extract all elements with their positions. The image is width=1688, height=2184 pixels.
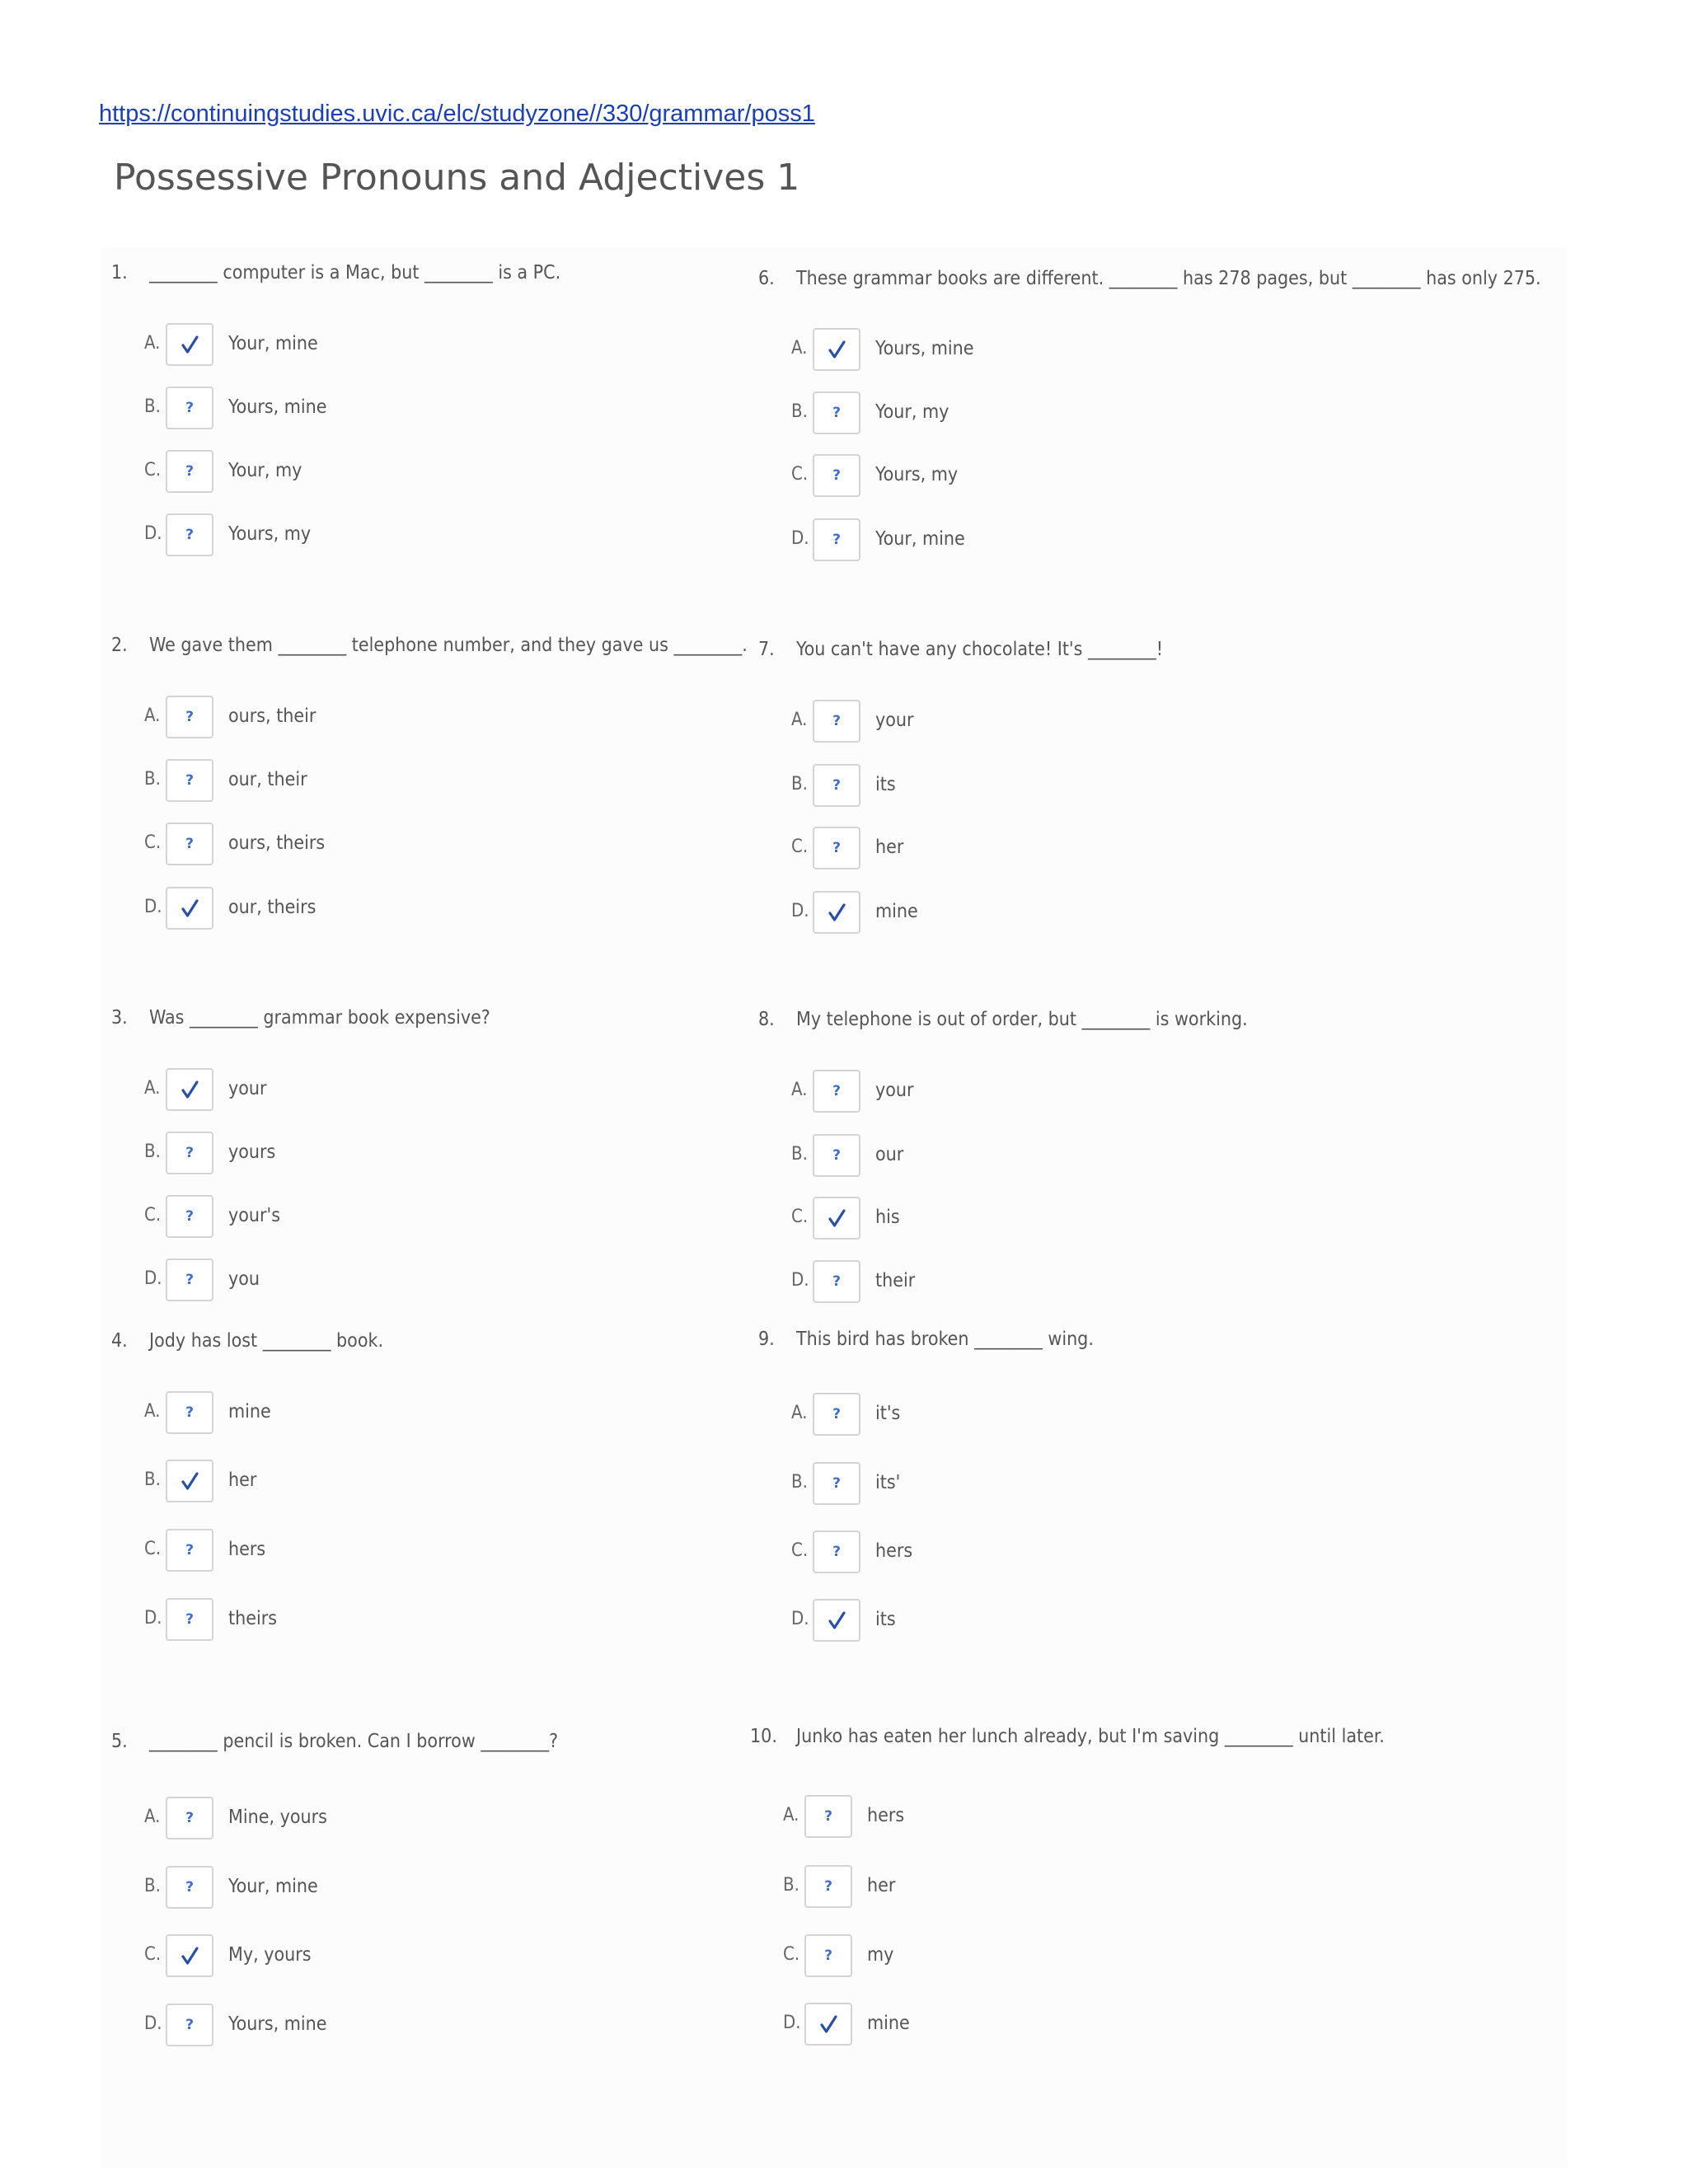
check-icon: [179, 334, 200, 355]
question-icon: ?: [185, 1810, 194, 1826]
answer-checkbox[interactable]: [166, 1529, 213, 1572]
option-text: your's: [228, 1205, 280, 1226]
question-number: 2.: [111, 635, 128, 656]
option-text: her: [867, 1875, 896, 1896]
question-number: 1.: [111, 262, 128, 284]
answer-checkbox[interactable]: [813, 891, 860, 934]
answer-checkbox[interactable]: [813, 518, 860, 561]
option-letter: B.: [144, 1876, 161, 1896]
answer-checkbox[interactable]: [166, 823, 213, 865]
answer-checkbox[interactable]: [813, 827, 860, 869]
answer-checkbox[interactable]: [166, 1866, 213, 1909]
option-text: hers: [228, 1539, 266, 1560]
option-letter: B.: [144, 769, 161, 790]
question-text: My telephone is out of order, but ________ is working.: [796, 1009, 1248, 1030]
answer-checkbox[interactable]: [804, 2003, 852, 2046]
option-text: Your, my: [228, 460, 302, 481]
check-icon: [818, 2013, 839, 2035]
answer-checkbox[interactable]: [166, 1598, 213, 1641]
answer-checkbox[interactable]: [813, 1530, 860, 1573]
question-icon: ?: [832, 1273, 841, 1290]
question-icon: ?: [185, 1272, 194, 1288]
option-letter: A.: [791, 338, 808, 359]
option-letter: B.: [144, 1469, 161, 1490]
option-letter: B.: [144, 1141, 161, 1162]
question-text: Was ________ grammar book expensive?: [149, 1007, 490, 1029]
answer-checkbox[interactable]: [166, 1797, 213, 1840]
question-icon: ?: [185, 1145, 194, 1161]
option-text: yours: [228, 1141, 276, 1163]
option-letter: A.: [791, 1080, 808, 1100]
question-icon: ?: [832, 713, 841, 729]
answer-checkbox[interactable]: [813, 764, 860, 807]
answer-checkbox[interactable]: [166, 1934, 213, 1977]
question-icon: ?: [832, 532, 841, 548]
question-icon: ?: [185, 1404, 194, 1421]
option-letter: B.: [144, 396, 161, 417]
option-text: Yours, my: [875, 464, 959, 485]
option-text: its: [875, 774, 896, 795]
option-letter: C.: [791, 837, 809, 857]
question-icon: ?: [185, 709, 194, 725]
question-text: Junko has eaten her lunch already, but I'm saving ________ until later.: [796, 1726, 1385, 1747]
question-text: We gave them ________ telephone number, and they gave us ________.: [149, 635, 748, 656]
option-text: our, their: [228, 769, 307, 790]
answer-checkbox[interactable]: [166, 513, 213, 556]
option-letter: C.: [791, 464, 809, 485]
option-text: it's: [875, 1403, 901, 1424]
option-text: your: [875, 710, 914, 731]
option-letter: D.: [144, 2013, 162, 2034]
question-number: 8.: [758, 1009, 775, 1030]
answer-checkbox[interactable]: [166, 1460, 213, 1502]
option-letter: C.: [144, 1944, 162, 1965]
question-icon: ?: [832, 467, 841, 484]
answer-checkbox[interactable]: [166, 323, 213, 366]
option-text: My, yours: [228, 1944, 312, 1966]
answer-checkbox[interactable]: [166, 1258, 213, 1301]
option-text: hers: [867, 1805, 905, 1826]
option-letter: C.: [144, 460, 162, 480]
answer-checkbox[interactable]: [813, 1134, 860, 1177]
question-icon: ?: [185, 1542, 194, 1558]
option-text: theirs: [228, 1608, 277, 1629]
check-icon: [179, 1470, 200, 1492]
check-icon: [826, 1610, 847, 1631]
answer-checkbox[interactable]: [813, 1462, 860, 1505]
option-text: her: [228, 1469, 257, 1491]
answer-checkbox[interactable]: [813, 1393, 860, 1436]
option-letter: D.: [144, 1608, 162, 1629]
option-text: Your, mine: [228, 1876, 318, 1897]
option-text: our: [875, 1144, 904, 1165]
question-text: ________ computer is a Mac, but ________ is a PC.: [149, 262, 561, 284]
option-text: hers: [875, 1540, 913, 1562]
answer-checkbox[interactable]: [166, 759, 213, 802]
option-letter: B.: [791, 401, 808, 422]
question-icon: ?: [832, 1406, 841, 1422]
option-text: your: [228, 1078, 267, 1099]
question-icon: ?: [832, 1147, 841, 1164]
question-icon: ?: [185, 463, 194, 480]
option-letter: D.: [791, 901, 809, 921]
answer-checkbox[interactable]: [813, 1260, 860, 1303]
option-text: Your, mine: [875, 528, 965, 550]
answer-checkbox[interactable]: [166, 387, 213, 429]
option-text: mine: [867, 2013, 910, 2034]
option-letter: B.: [791, 1472, 808, 1493]
option-text: Mine, yours: [228, 1807, 327, 1828]
option-text: ours, their: [228, 705, 316, 727]
option-text: mine: [228, 1401, 271, 1422]
question-number: 5.: [111, 1731, 128, 1752]
option-letter: C.: [791, 1207, 809, 1227]
option-text: my: [867, 1944, 894, 1966]
question-icon: ?: [832, 1544, 841, 1560]
option-letter: A.: [144, 1078, 161, 1099]
option-text: her: [875, 837, 904, 858]
option-text: Yours, my: [228, 523, 312, 545]
answer-checkbox[interactable]: [804, 1865, 852, 1908]
option-letter: C.: [783, 1944, 800, 1965]
check-icon: [826, 339, 847, 360]
question-number: 9.: [758, 1329, 775, 1350]
answer-checkbox[interactable]: [804, 1795, 852, 1838]
answer-checkbox[interactable]: [813, 391, 860, 434]
question-number: 3.: [111, 1007, 128, 1029]
question-icon: ?: [185, 2017, 194, 2033]
answer-checkbox[interactable]: [813, 454, 860, 497]
question-icon: ?: [824, 1947, 832, 1964]
option-letter: A.: [783, 1805, 799, 1825]
answer-checkbox[interactable]: [166, 696, 213, 738]
option-letter: D.: [783, 2013, 801, 2033]
option-letter: D.: [791, 1609, 809, 1629]
question-text: These grammar books are different. ________ has 278 pages, but ________ has only 275.: [796, 268, 1541, 289]
option-letter: A.: [791, 710, 808, 730]
question-icon: ?: [832, 1475, 841, 1492]
question-number: 6.: [758, 268, 775, 289]
question-icon: ?: [185, 1611, 194, 1628]
question-text: ________ pencil is broken. Can I borrow ________?: [149, 1731, 559, 1752]
answer-checkbox[interactable]: [166, 887, 213, 930]
option-letter: C.: [144, 832, 162, 853]
source-url-link[interactable]: https://continuingstudies.uvic.ca/elc/studyzone//330/grammar/poss1: [99, 101, 815, 127]
option-text: its: [875, 1609, 896, 1630]
option-text: your: [875, 1080, 914, 1101]
option-text: you: [228, 1268, 260, 1290]
question-icon: ?: [832, 777, 841, 794]
option-text: Your, my: [875, 401, 950, 423]
option-text: mine: [875, 901, 918, 922]
question-text: Jody has lost ________ book.: [149, 1330, 384, 1352]
question-number: 4.: [111, 1330, 128, 1352]
option-letter: D.: [791, 528, 809, 549]
option-letter: A.: [144, 1807, 161, 1827]
option-letter: A.: [144, 705, 161, 726]
question-number: 7.: [758, 639, 775, 660]
option-letter: C.: [144, 1205, 162, 1226]
question-icon: ?: [824, 1878, 832, 1895]
option-letter: B.: [791, 1144, 808, 1165]
option-letter: C.: [791, 1540, 809, 1561]
option-text: Yours, mine: [228, 396, 327, 418]
option-text: its': [875, 1472, 901, 1493]
option-letter: C.: [144, 1539, 162, 1559]
answer-checkbox[interactable]: [166, 450, 213, 493]
check-icon: [826, 1207, 847, 1229]
question-number: 10.: [750, 1726, 777, 1747]
answer-checkbox[interactable]: [813, 1197, 860, 1240]
answer-checkbox[interactable]: [166, 1132, 213, 1174]
question-text: You can't have any chocolate! It's ________!: [796, 639, 1163, 660]
answer-checkbox[interactable]: [166, 1195, 213, 1238]
option-letter: B.: [791, 774, 808, 794]
question-icon: ?: [832, 1083, 841, 1099]
option-text: Yours, mine: [228, 2013, 327, 2035]
option-letter: D.: [791, 1270, 809, 1291]
question-icon: ?: [824, 1808, 832, 1825]
option-letter: A.: [144, 1401, 161, 1422]
option-text: his: [875, 1207, 900, 1228]
question-icon: ?: [185, 1208, 194, 1225]
answer-checkbox[interactable]: [813, 700, 860, 743]
option-text: our, theirs: [228, 897, 316, 918]
answer-checkbox[interactable]: [813, 1599, 860, 1642]
option-letter: D.: [144, 523, 162, 544]
question-text: This bird has broken ________ wing.: [796, 1329, 1094, 1350]
question-icon: ?: [185, 527, 194, 543]
answer-checkbox[interactable]: [166, 1068, 213, 1111]
answer-checkbox[interactable]: [813, 328, 860, 371]
check-icon: [179, 898, 200, 919]
question-icon: ?: [832, 840, 841, 856]
option-text: Your, mine: [228, 333, 318, 354]
check-icon: [826, 902, 847, 923]
check-icon: [179, 1945, 200, 1966]
option-letter: A.: [791, 1403, 808, 1423]
question-icon: ?: [185, 1879, 194, 1896]
question-icon: ?: [185, 400, 194, 416]
option-text: their: [875, 1270, 916, 1291]
answer-checkbox[interactable]: [813, 1070, 860, 1113]
check-icon: [179, 1079, 200, 1100]
question-icon: ?: [185, 836, 194, 852]
question-icon: ?: [185, 772, 194, 789]
page-title: Possessive Pronouns and Adjectives 1: [114, 157, 800, 199]
option-letter: D.: [144, 897, 162, 917]
option-text: ours, theirs: [228, 832, 326, 854]
option-letter: B.: [783, 1875, 799, 1896]
answer-checkbox[interactable]: [166, 2004, 213, 2046]
option-text: Yours, mine: [875, 338, 974, 359]
answer-checkbox[interactable]: [804, 1934, 852, 1977]
option-letter: A.: [144, 333, 161, 354]
option-letter: D.: [144, 1268, 162, 1289]
question-icon: ?: [832, 405, 841, 421]
answer-checkbox[interactable]: [166, 1391, 213, 1434]
